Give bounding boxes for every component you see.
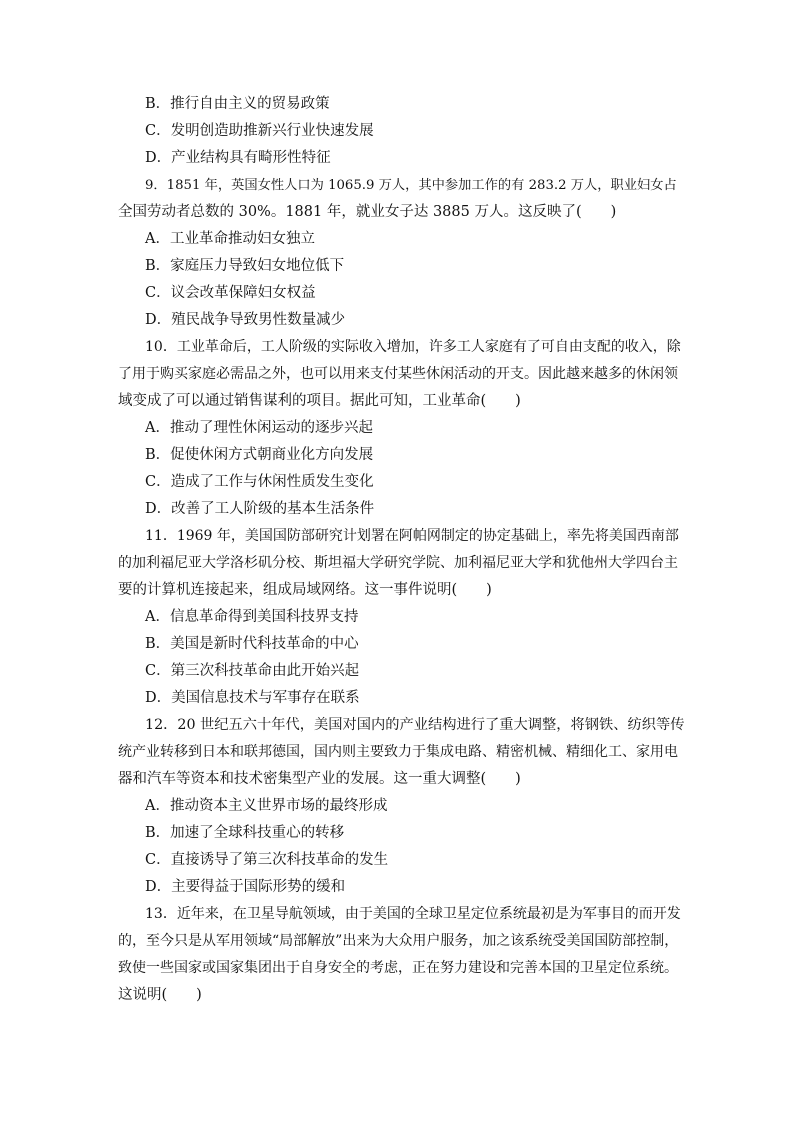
- q13-stem-line-3: 致使一些国家或国家集团出于自身安全的考虑，正在努力建设和完善本国的卫星定位系统。: [118, 960, 678, 976]
- q9-stem-line-2: 全国劳动者总数的 30%。1881 年，就业女子达 3885 万人。这反映了( ): [118, 204, 617, 220]
- q11-stem-line-1: 11．1969 年，美国国防部研究计划署在阿帕网制定的协定基础上，率先将美国西南部: [145, 528, 679, 544]
- q10-option-a: A．推动了理性休闲运动的逐步兴起: [145, 420, 373, 436]
- q12-stem-line-1: 12．20 世纪五六十年代，美国对国内的产业结构进行了重大调整，将钢铁、纺织等传: [145, 717, 685, 733]
- q11-option-d: D．美国信息技术与军事存在联系: [145, 690, 360, 706]
- q13-stem-line-2: 的，至今只是从军用领域“局部解放”出来为大众用户服务，加之该系统受美国国防部控制，: [118, 933, 679, 949]
- q10-option-d: D．改善了工人阶级的基本生活条件: [145, 501, 375, 517]
- q13-stem-line-1: 13．近年来，在卫星导航领域，由于美国的全球卫星定位系统最初是为军事目的而开发: [145, 906, 681, 922]
- q9-option-b: B．家庭压力导致妇女地位低下: [145, 258, 345, 274]
- q10-stem-line-3: 域变成了可以通过销售谋利的项目。据此可知，工业革命( ): [118, 393, 521, 409]
- q9-stem-line-1: 9．1851 年，英国女性人口为 1065.9 万人，其中参加工作的有 283.2 万人，职业妇女占: [145, 178, 677, 193]
- q9-option-c: C．议会改革保障妇女权益: [145, 285, 316, 301]
- q11-option-c: C．第三次科技革命由此开始兴起: [145, 663, 360, 679]
- q11-option-a: A．信息革命得到美国科技界支持: [145, 609, 359, 625]
- q8-option-c: C．发明创造助推新兴行业快速发展: [145, 123, 374, 139]
- q9-option-a: A．工业革命推动妇女独立: [145, 231, 315, 247]
- q11-stem-line-3: 要的计算机连接起来，组成局域网络。这一事件说明( ): [118, 582, 492, 598]
- q11-option-b: B．美国是新时代科技革命的中心: [145, 636, 359, 652]
- question-text-block: [118, 91, 684, 1009]
- q12-stem-line-2: 统产业转移到日本和联邦德国，国内则主要致力于集成电路、精密机械、精细化工、家用电: [118, 744, 678, 760]
- q12-option-a: A．推动资本主义世界市场的最终形成: [145, 798, 388, 814]
- q12-option-b: B．加速了全球科技重心的转移: [145, 825, 345, 841]
- q13-stem-line-4: 这说明( ): [118, 987, 202, 1003]
- q8-option-b: B．推行自由主义的贸易政策: [145, 96, 330, 112]
- q12-option-c: C．直接诱导了第三次科技革命的发生: [145, 852, 389, 868]
- q9-option-d: D．殖民战争导致男性数量减少: [145, 312, 346, 328]
- q8-option-d: D．产业结构具有畸形性特征: [145, 150, 331, 166]
- q12-stem-line-3: 器和汽车等资本和技术密集型产业的发展。这一重大调整( ): [118, 771, 521, 787]
- q12-option-d: D．主要得益于国际形势的缓和: [145, 879, 346, 895]
- q10-stem-line-2: 了用于购买家庭必需品之外，也可以用来支付某些休闲活动的开支。因此越来越多的休闲领: [118, 366, 678, 382]
- q10-option-b: B．促使休闲方式朝商业化方向发展: [145, 447, 374, 463]
- q10-stem-line-1: 10．工业革命后，工人阶级的实际收入增加，许多工人家庭有了可自由支配的收入，除: [145, 339, 681, 355]
- q10-option-c: C．造成了工作与休闲性质发生变化: [145, 474, 374, 490]
- q11-stem-line-2: 的加利福尼亚大学洛杉矶分校、斯坦福大学研究学院、加利福尼亚大学和犹他州大学四台主: [118, 555, 678, 571]
